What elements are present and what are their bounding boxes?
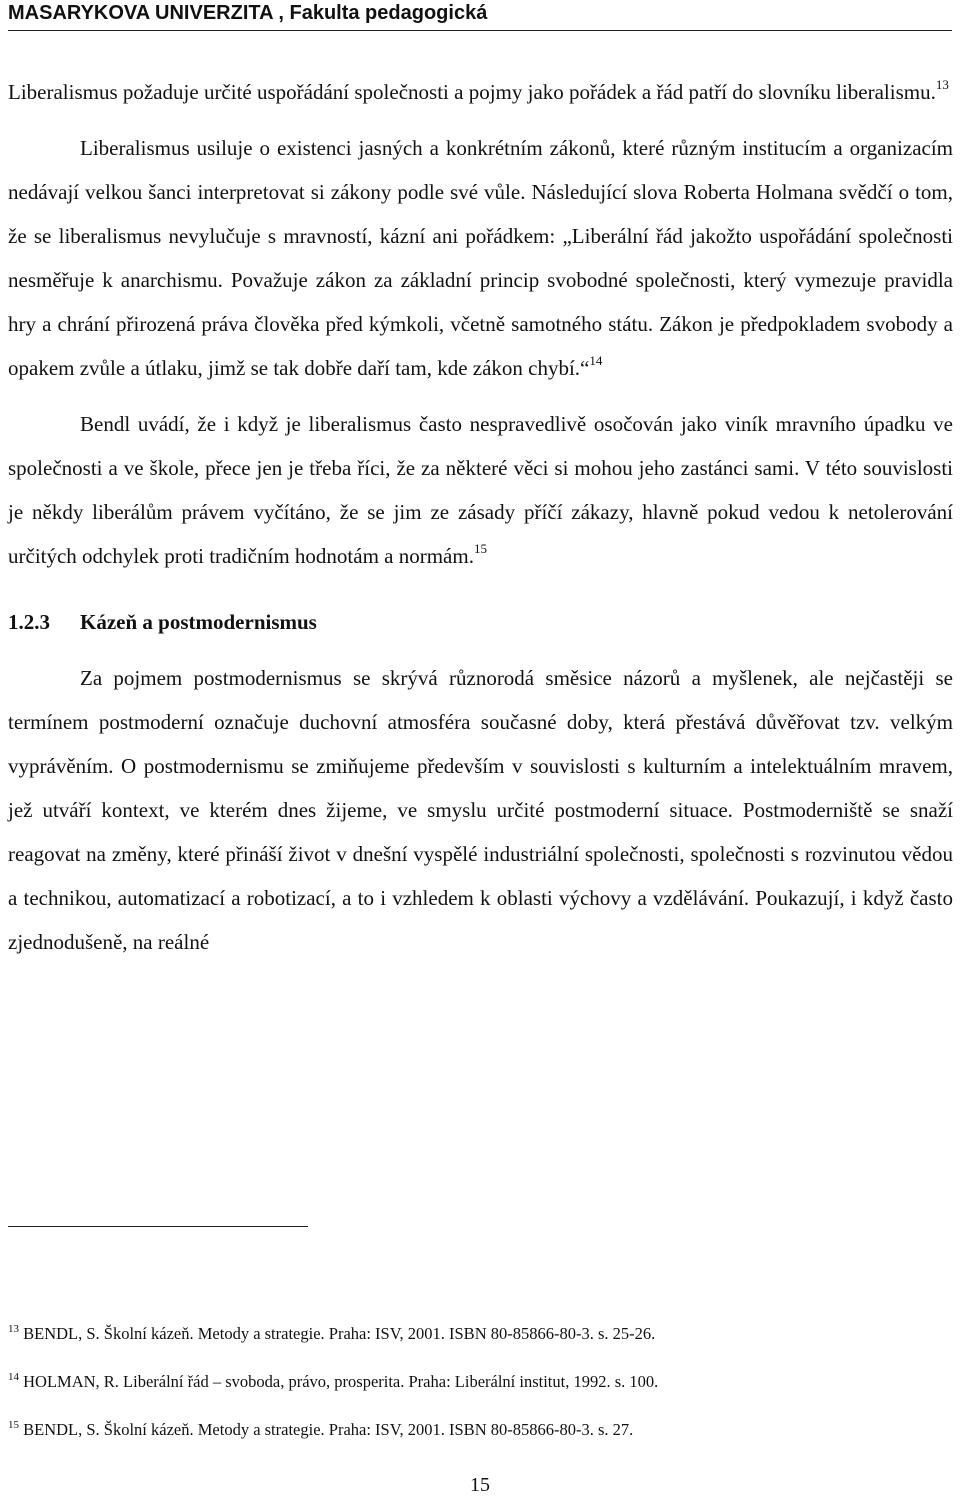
- footnotes: [8, 1322, 953, 1466]
- footnote-divider: [8, 1226, 308, 1227]
- footnote-text: BENDL, S. Školní kázeň. Metody a strategie. Praha: ISV, 2001. ISBN 80-85866-80-3. s. 25-26.: [23, 1324, 656, 1343]
- paragraph-1: [8, 70, 953, 114]
- section-heading: [8, 600, 953, 644]
- footnote-ref: 13: [935, 77, 949, 92]
- paragraph-text: Liberalismus usiluje o existenci jasných a konkrétním zákonů, které různým institucím a organizacím nedávají velkou šanci interpretovat si zákony podle své vůle. Následující slova Roberta Holmana svědčí o tom, že se liberalismus nevylučuje s mravností, kázní ani pořádkem: „Liberální řád jakožto uspořádání společnosti nesměřuje k anarchismu. Považuje zákon za základní princip svobodné společnosti, který vymezuje pravidla hry a chrání přirozená práva člověka před kýmkoli, včetně samotného státu. Zákon je předpokladem svobody a opakem zvůle a útlaku, jimž se tak dobře daří tam, kde zákon chybí.“: [8, 136, 953, 380]
- footnote-15: [8, 1418, 953, 1466]
- section-paragraph: Za pojmem postmodernismus se skrývá různorodá směsice názorů a myšlenek, ale nejčastěji se termínem postmoderní označuje duchovní atmosféra současné doby, která přestává důvěřovat tzv. velkým vyprávěním. O postmodernismu se zmiňujeme především v souvislosti s kulturním a intelektuálním mravem, jež utváří kontext, ve kterém dnes žijeme, ve smyslu určité postmoderní situace. Postmoderniště se snaží reagovat na změny, které přináší život v dnešní vyspělé industriální společnosti, společnosti s rozvinutou vědou a technikou, automatizací a robotizací, a to i vzhledem k oblasti výchovy a vzdělávání. Poukazují, i když často zjednodušeně, na reálné: [8, 666, 953, 954]
- footnote-13: [8, 1322, 953, 1370]
- page-header: [8, 0, 952, 31]
- footnote-ref: 15: [473, 541, 487, 556]
- footnote-text: BENDL, S. Školní kázeň. Metody a strategie. Praha: ISV, 2001. ISBN 80-85866-80-3. s. 27.: [23, 1420, 634, 1439]
- paragraph-text: Liberalismus požaduje určité uspořádání společnosti a pojmy jako pořádek a řád patří do slovníku liberalismu.: [8, 80, 936, 104]
- footnote-text: HOLMAN, R. Liberální řád – svoboda, právo, prosperita. Praha: Liberální institut, 1992. s. 100.: [23, 1372, 659, 1391]
- paragraph-2: [8, 126, 953, 390]
- paragraph-text: Bendl uvádí, že i když je liberalismus často nespravedlivě osočován jako viník mravního úpadku ve společnosti a ve škole, přece jen je třeba říci, že za některé věci si mohou jeho zastánci sami. V této souvislosti je někdy liberálům právem vyčítáno, že se jim ze zásady příčí zákazy, hlavně pokud vedou k netolerování určitých odchylek proti tradičním hodnotám a normám.: [8, 412, 953, 568]
- footnote-number: 14: [8, 1371, 19, 1383]
- header-title: MASARYKOVA UNIVERZITA , Fakulta pedagogická: [8, 2, 488, 24]
- paragraph-3: [8, 402, 953, 578]
- footnote-14: [8, 1370, 953, 1418]
- footnote-ref: 14: [589, 353, 603, 368]
- section-title: Kázeň a postmodernismus: [80, 610, 317, 634]
- section-number: 1.2.3: [8, 610, 50, 634]
- main-text: [8, 70, 953, 964]
- page-number: 15: [470, 1474, 490, 1496]
- footnote-number: 13: [8, 1323, 19, 1335]
- footnote-number: 15: [8, 1419, 19, 1431]
